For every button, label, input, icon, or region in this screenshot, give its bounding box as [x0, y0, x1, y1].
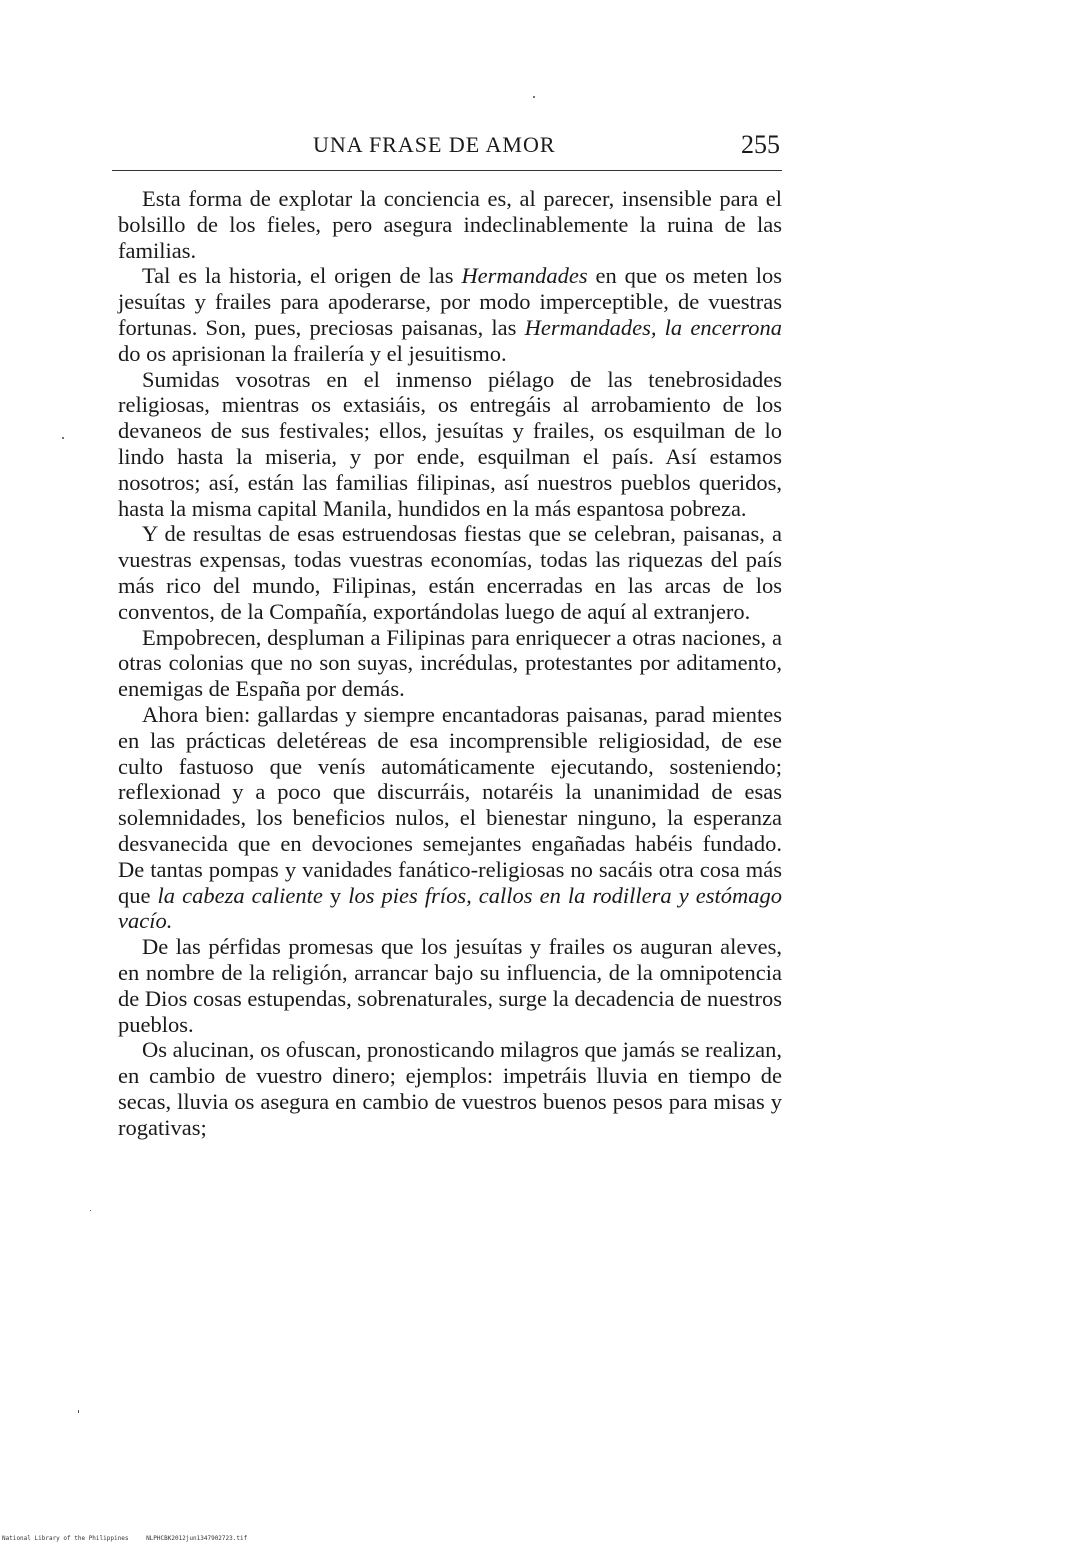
- scan-speck: [62, 437, 64, 439]
- paragraph: [118, 263, 782, 366]
- paragraph: [118, 186, 782, 263]
- body-text: [118, 186, 782, 1140]
- text-run: Os alucinan, os ofuscan, pronosticando milagros que jamás se realizan, en cambio de vuestro dinero; ejemplos: impetráis lluvia en tiempo de secas, lluvia os asegura en cambio de vuestros buenos pesos para misas y rogativas;: [118, 1037, 782, 1140]
- scan-speck: [90, 1210, 91, 1211]
- scan-speck: [78, 1410, 79, 1413]
- text-run: Esta forma de explotar la conciencia es, al parecer, insensible para el bolsillo de los fieles, pero asegura indeclinablemente la ruina de las familias.: [118, 186, 782, 263]
- text-run: Y de resultas de esas estruendosas fiestas que se celebran, paisanas, a vuestras expensas, todas vuestras economías, todas las riquezas del país más rico del mundo, Filipinas, están encerradas en las arcas de los conventos, de la Compañía, exportándolas luego de aquí al extranjero.: [118, 521, 782, 624]
- scan-institution: National Library of the Philippines: [2, 1535, 129, 1542]
- paragraph: [118, 367, 782, 522]
- scan-footer: [2, 1535, 261, 1542]
- text-run: do os aprisionan la frailería y el jesuitismo.: [118, 340, 507, 366]
- italic-run: los pies fríos, callos en la rodillera y estómago vacío.: [118, 882, 782, 934]
- paragraph: [118, 625, 782, 702]
- text-run: y: [322, 882, 349, 908]
- text-run: Tal es la historia, el origen de las: [142, 263, 462, 289]
- italic-run: Hermandades, la encerrona: [524, 314, 782, 340]
- scan-file-id: NLPHCBK2012jun1347902723.tif: [146, 1535, 248, 1542]
- italic-run: la cabeza caliente: [157, 882, 323, 908]
- page-header: [118, 128, 780, 168]
- scan-speck: [533, 96, 535, 98]
- text-run: Empobrecen, despluman a Filipinas para enriquecer a otras naciones, a otras colonias que no son suyas, incrédulas, protestantes por aditamento, enemigas de España por demás.: [118, 624, 782, 702]
- paragraph: [118, 521, 782, 624]
- paragraph: [118, 1037, 782, 1140]
- text-run: Ahora bien: gallardas y siempre encantadoras paisanas, parad mientes en las prácticas deletéreas de esa incomprensible religiosidad, de ese culto fastuoso que venís automáticamente ejecutando, sosteniendo; reflexionad y a poco que discurráis, notaréis la unanimidad de esas solemnidades, los beneficios nulos, el bienestar ninguno, la esperanza desvanecida que en devociones semejantes engañadas habéis fundado. De tantas pompas y vanidades fanático-religiosas no sacáis otra cosa más que: [118, 701, 782, 908]
- page-number: 255: [741, 130, 780, 159]
- paragraph: [118, 702, 782, 934]
- paragraph: [118, 934, 782, 1037]
- text-run: De las pérfidas promesas que los jesuítas y frailes os auguran aleves, en nombre de la religión, arrancar bajo su influencia, de la omnipotencia de Dios cosas estupendas, sobrenaturales, surge la decadencia de nuestros pueblos.: [118, 934, 782, 1037]
- running-title: UNA FRASE DE AMOR: [313, 132, 556, 157]
- text-run: en que os meten los jesuítas y frailes para apoderarse, por modo imperceptible, de vuestras fortunas. Son, pues, preciosas paisanas, las: [118, 263, 782, 340]
- header-rule: [112, 170, 782, 171]
- text-run: Sumidas vosotras en el inmenso piélago de las tenebrosidades religiosas, mientras os extasiáis, os entregáis al arrobamiento de los devaneos de sus festivales; ellos, jesuítas y frailes, os esquilman de lo lindo hasta la miseria, y por ende, esquilman el país. Así estamos nosotros; así, están las familias filipinas, así nuestros pueblos queridos, hasta la misma capital Manila, hundidos en la más espantosa pobreza.: [118, 366, 782, 521]
- italic-run: Hermandades: [461, 263, 588, 289]
